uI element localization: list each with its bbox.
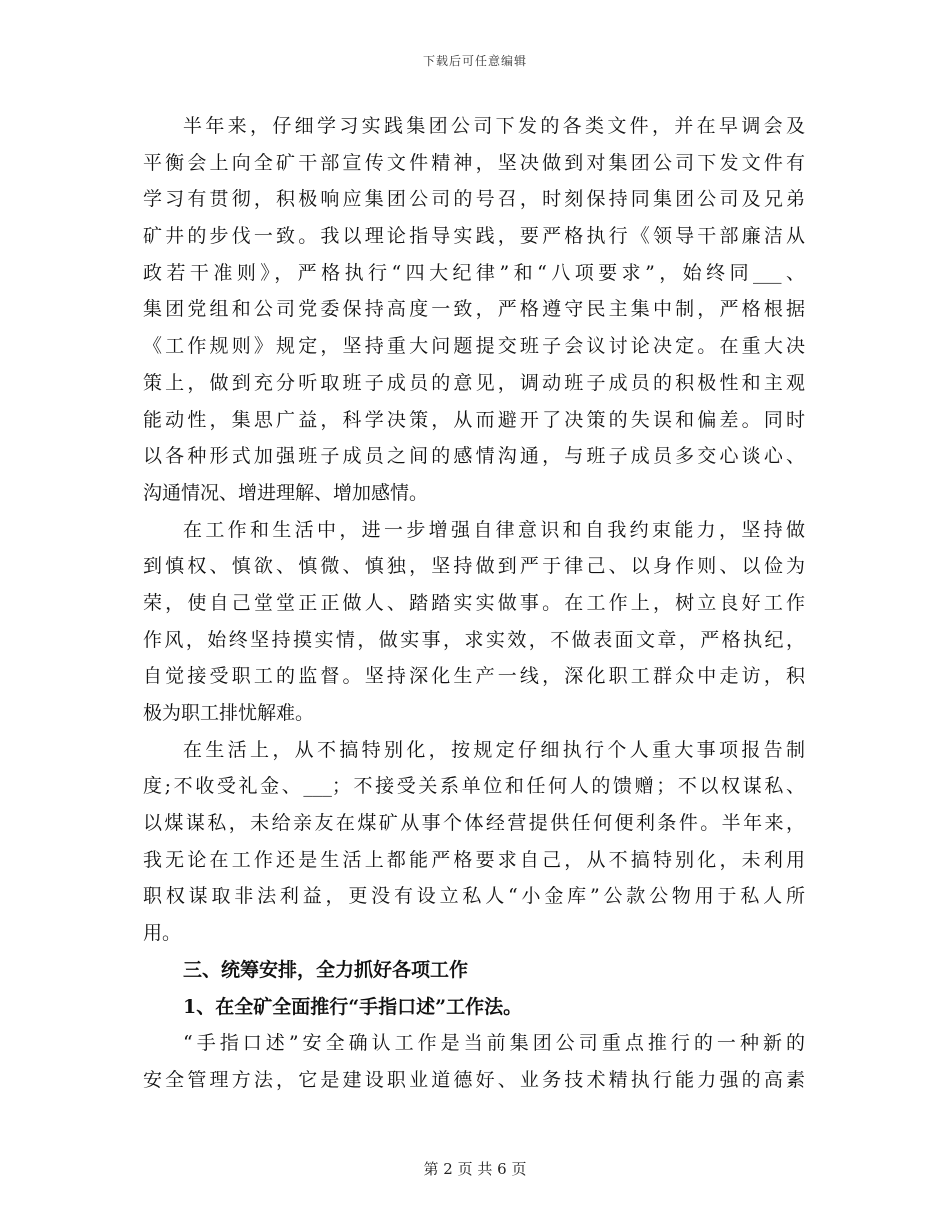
text-line: 作风，始终坚持摸实情，做实事，求实效，不做表面文章，严格执纪， (143, 628, 805, 651)
text-line: 《工作规则》规定，坚持重大问题提交班子会议讨论决定。在重大决 (143, 335, 805, 358)
page-footer: 第 2 页 共 6 页 (423, 1160, 527, 1178)
text-line: 安全管理方法，它是建设职业道德好、业务技术精执行能力强的高素 (143, 1068, 805, 1091)
text-line: 荣，使自己堂堂正正做人、踏踏实实做事。在工作上，树立良好工作 (143, 591, 805, 614)
text-line: 沟通情况、增进理解、增加感情。 (143, 481, 429, 504)
paragraph-4 (143, 1025, 805, 1098)
text-line: 以煤谋私，未给亲友在煤矿从事个体经营提供任何便利条件。半年来， (143, 812, 805, 835)
text-line: 到慎权、慎欲、慎微、慎独，坚持做到严于律己、以身作则、以俭为 (143, 555, 805, 578)
text-line: 度;不收受礼金、___；不接受关系单位和任何人的馈赠；不以权谋私、 (143, 775, 805, 798)
text-line: 学习有贯彻，积极响应集团公司的号召，时刻保持同集团公司及兄弟 (143, 188, 805, 211)
paragraph-1 (143, 108, 805, 512)
text-line: 半年来，仔细学习实践集团公司下发的各类文件，并在早调会及 (183, 115, 805, 137)
text-line: 在生活上，从不搞特别化，按规定仔细执行个人重大事项报告制 (183, 738, 805, 761)
text-line: 职权谋取非法利益，更没有设立私人“小金库”公款公物用于私人所 (143, 885, 805, 908)
text-line: 以各种形式加强班子成员之间的感情沟通，与班子成员多交心谈心、 (143, 445, 805, 468)
subsection-heading: 1、在全矿全面推行“手指口述”工作法。 (183, 995, 523, 1018)
text-line: 我无论在工作还是生活上都能严格要求自己，从不搞特别化，未利用 (143, 848, 805, 871)
text-line: 自觉接受职工的监督。坚持深化生产一线，深化职工群众中走访，积 (143, 665, 805, 688)
paragraph-3 (143, 732, 805, 952)
document-body (143, 108, 805, 1099)
section-heading: 三、统筹安排，全力抓好各项工作 (183, 958, 469, 981)
text-line: 策上，做到充分听取班子成员的意见，调动班子成员的积极性和主观 (143, 371, 805, 394)
paragraph-2 (143, 512, 805, 732)
page-header: 下载后可任意编辑 (422, 54, 527, 68)
text-line: 政若干准则》，严格执行“四大纪律”和“八项要求”，始终同___、 (143, 261, 805, 284)
text-line: 矿井的步伐一致。我以理论指导实践，要严格执行《领导干部廉洁从 (143, 225, 805, 248)
text-line: 平衡会上向全矿干部宣传文件精神，坚决做到对集团公司下发文件有 (143, 151, 805, 174)
text-line: 集团党组和公司党委保持高度一致，严格遵守民主集中制，严格根据 (143, 298, 805, 321)
text-line: 极为职工排忧解难。 (143, 702, 315, 724)
text-line: “手指口述”安全确认工作是当前集团公司重点推行的一种新的 (183, 1032, 805, 1055)
text-line: 在工作和生活中，进一步增强自律意识和自我约束能力，坚持做 (183, 518, 805, 541)
text-line: 用。 (143, 922, 182, 945)
text-line: 能动性，集思广益，科学决策，从而避开了决策的失误和偏差。同时 (143, 408, 805, 431)
